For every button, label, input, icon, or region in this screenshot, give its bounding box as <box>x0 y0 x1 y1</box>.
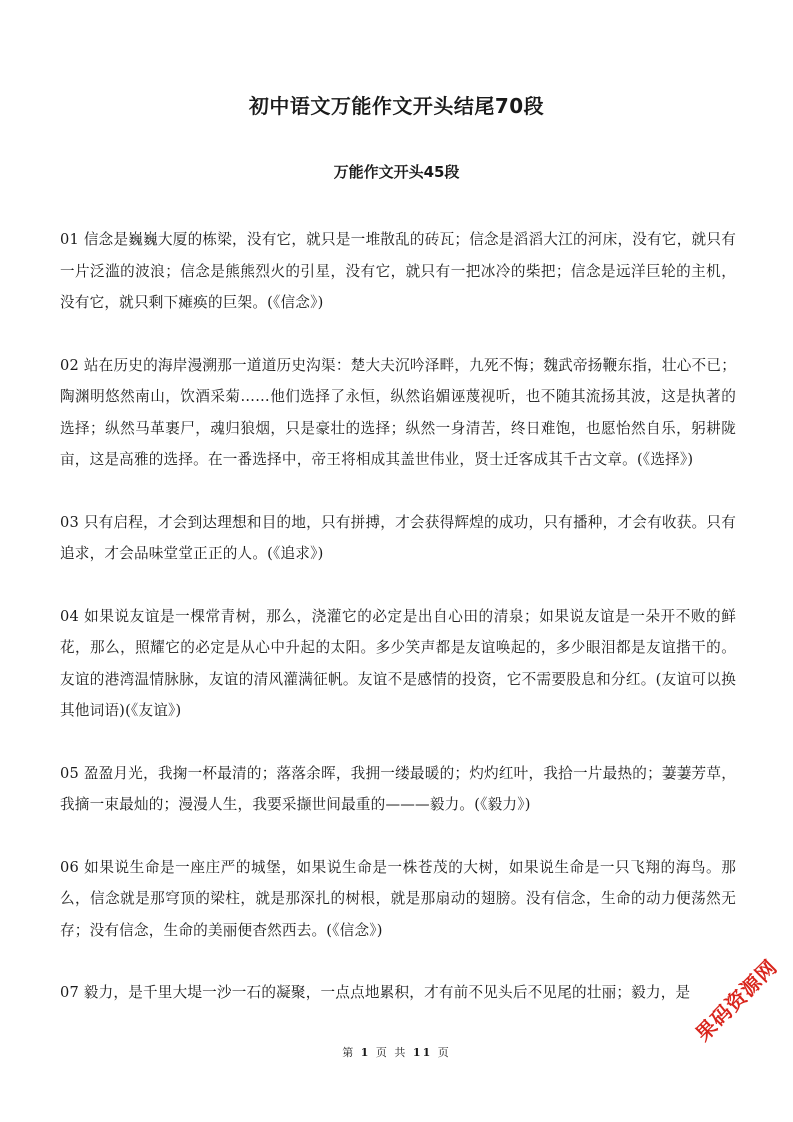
paragraph-list <box>60 224 736 1040</box>
footer-suffix: 页 <box>437 1046 451 1059</box>
paragraph-05: 05 盈盈月光，我掬一杯最清的；落落余晖，我拥一缕最暖的；灼灼红叶，我拾一片最热的；萋萋芳草，我摘一束最灿的；漫漫人生，我要采撷世间最重的———毅力。(《毅力》) <box>60 764 736 813</box>
watermark-stamp: 果码资源网 <box>690 954 783 1046</box>
section-subtitle: 万能作文开头45段 <box>333 163 460 181</box>
footer-page-number: 1 <box>360 1046 371 1059</box>
page-footer <box>0 1044 793 1060</box>
paragraph-04: 04 如果说友谊是一棵常青树，那么，浇灌它的必定是出自心田的清泉；如果说友谊是一朵开不败的鲜花，那么，照耀它的必定是从心中升起的太阳。多少笑声都是友谊唤起的，多少眼泪都是友谊揩干的。友谊的港湾温情脉脉，友谊的清风灌满征帆。友谊不是感情的投资，它不需要股息和分红。(友谊可以换其他词语)(《友谊》) <box>60 607 736 719</box>
footer-prefix: 第 <box>342 1046 356 1059</box>
document-title: 初中语文万能作文开头结尾70段 <box>248 94 545 118</box>
paragraph-03: 03 只有启程，才会到达理想和目的地，只有拼搏，才会获得辉煌的成功，只有播种，才会有收获。只有追求，才会品味堂堂正正的人。(《追求》) <box>60 513 736 562</box>
paragraph-06: 06 如果说生命是一座庄严的城堡，如果说生命是一株苍茂的大树，如果说生命是一只飞翔的海鸟。那么，信念就是那穹顶的梁柱，就是那深扎的树根，就是那扇动的翅膀。没有信念，生命的动力便荡然无存；没有信念，生命的美丽便杳然西去。(《信念》) <box>60 858 736 939</box>
footer-middle: 页 共 <box>375 1046 408 1059</box>
paragraph-07: 07 毅力，是千里大堤一沙一石的凝聚，一点点地累积，才有前不见头后不见尾的壮丽；毅力，是 <box>60 984 691 1001</box>
paragraph-01: 01 信念是巍巍大厦的栋梁，没有它，就只是一堆散乱的砖瓦；信念是滔滔大江的河床，没有它，就只有一片泛滥的波浪；信念是熊熊烈火的引星，没有它，就只有一把冰冷的柴把；信念是远洋巨轮的主机，没有它，就只剩下瘫痪的巨架。(《信念》) <box>60 231 736 311</box>
footer-total-pages: 11 <box>412 1046 433 1059</box>
paragraph-02: 02 站在历史的海岸漫溯那一道道历史沟渠：楚大夫沉吟泽畔，九死不悔；魏武帝扬鞭东指，壮心不已；陶渊明悠然南山，饮酒采菊……他们选择了永恒，纵然谄媚诬蔑视听，也不随其流扬其波，这是执著的选择；纵然马革裹尸，魂归狼烟，只是豪壮的选择；纵然一身清苦，终日难饱，也愿怡然自乐，躬耕陇亩，这是高雅的选择。在一番选择中，帝王将相成其盖世伟业，贤士迁客成其千古文章。(《选择》) <box>60 356 736 468</box>
